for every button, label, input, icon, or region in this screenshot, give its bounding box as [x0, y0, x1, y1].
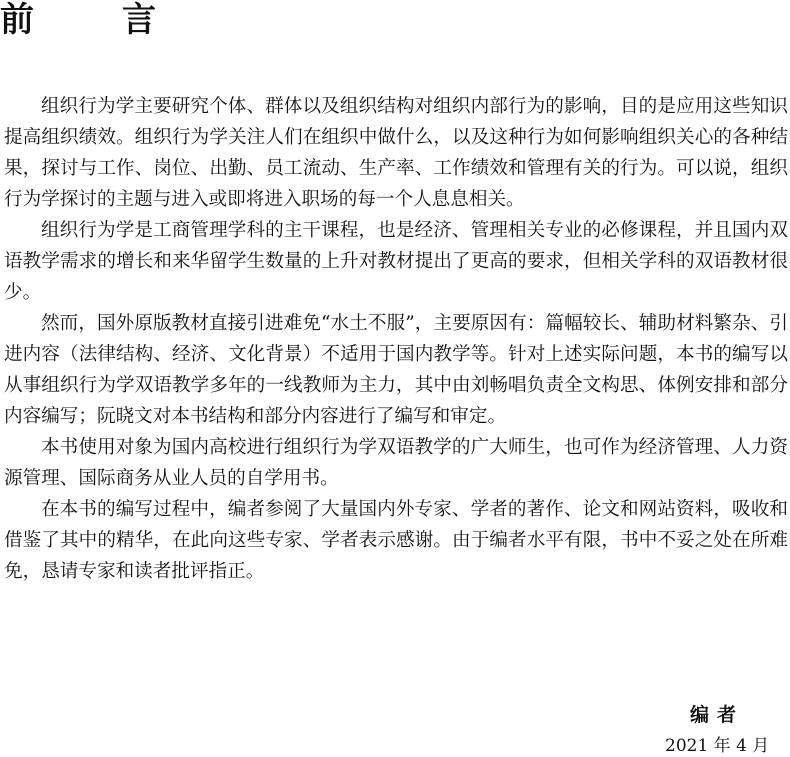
signature-date: 2021 年 4 月: [665, 736, 770, 756]
paragraph-1: 组织行为学主要研究个体、群体以及组织结构对组织内部行为的影响，目的是应用这些知识提高组织绩效。组织行为学关注人们在组织中做什么，以及这种行为如何影响组织关心的各种结果，探讨与工作、岗位、出勤、员工流动、生产率、工作绩效和管理有关的行为。可以说，组织行为学探讨的主题与进入或即将进入职场的每一个人息息相关。: [4, 96, 788, 210]
paragraph-4: 本书使用对象为国内高校进行组织行为学双语教学的广大师生，也可作为经济管理、人力资源管理、国际商务从业人员的自学用书。: [4, 437, 788, 489]
paragraph-5: 在本书的编写过程中，编者参阅了大量国内外专家、学者的著作、论文和网站资料，吸收和借鉴了其中的精华，在此向这些专家、学者表示感谢。由于编者水平有限，书中不妥之处在所难免，恳请专家和读者批评指正。: [4, 499, 788, 582]
page-title-char-2: 言: [122, 0, 156, 40]
paragraph-3: 然而，国外原版教材直接引进难免“水土不服”，主要原因有：篇幅较长、辅助材料繁杂、引进内容（法律结构、经济、文化背景）不适用于国内教学等。针对上述实际问题，本书的编写以从事组织行为学双语教学多年的一线教师为主力，其中由刘畅唱负责全文构思、体例安排和部分内容编写；阮晓文对本书结构和部分内容进行了编写和审定。: [4, 313, 788, 427]
preface-body: [4, 91, 788, 587]
paragraph-2: 组织行为学是工商管理学科的主干课程，也是经济、管理相关专业的必修课程，并且国内双语教学需求的增长和来华留学生数量的上升对教材提出了更高的要求，但相关学科的双语教材很少。: [4, 220, 788, 303]
page-title-char-1: 前: [0, 0, 34, 40]
signature-author: 编者: [690, 704, 745, 726]
